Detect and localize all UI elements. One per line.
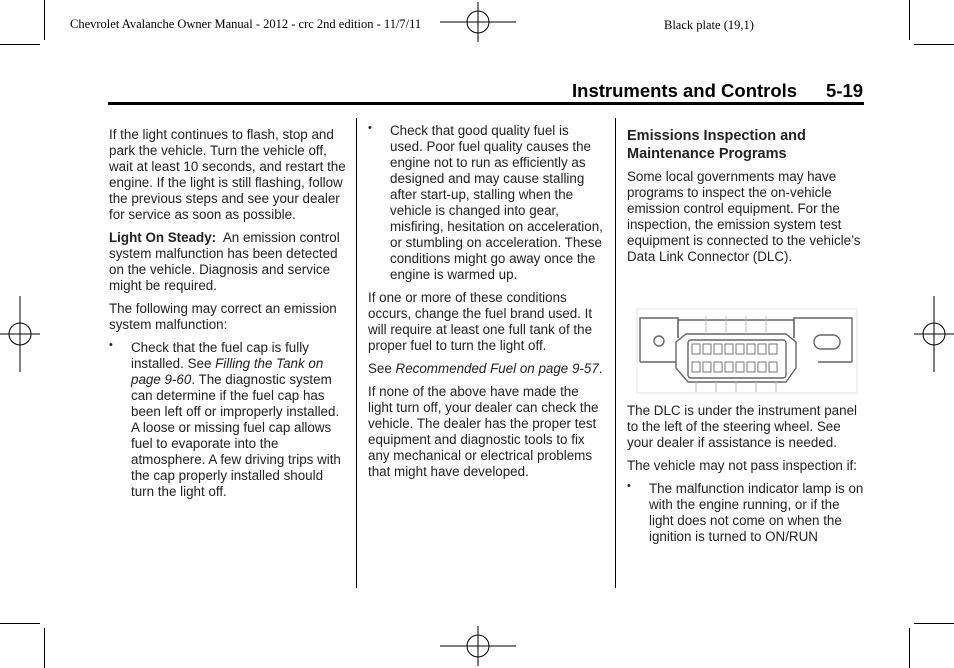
page-number: 5-19: [826, 80, 864, 101]
column-1: [109, 127, 347, 507]
paragraph: If none of the above have made the light turn off, your dealer can check the vehicle. The dealer has the proper test equipment and diagnostic tools to fix any mechanical or electrical problems that might have developed.: [368, 384, 599, 479]
bullet-text: The malfunction indicator lamp is on with the engine running, or if the light does not come on when the ignition is turned to ON/RUN: [649, 481, 864, 544]
crop-mark: [909, 0, 910, 40]
paragraph: [109, 230, 347, 294]
dlc-connector-illustration: [636, 308, 858, 394]
manual-edition-line: Chevrolet Avalanche Owner Manual - 2012 - crc 2nd edition - 11/7/11: [70, 17, 422, 31]
paragraph: [368, 361, 604, 377]
bullet-text: . The diagnostic system can determine if the fuel cap has been left off or improperly installed. A loose or missing fuel cap allows fuel to evaporate into the atmosphere. A few driving trips with the cap properly installed should turn the light off.: [131, 372, 341, 499]
crop-mark: [914, 623, 954, 624]
bullet-icon: •: [368, 122, 372, 134]
heading-rule: [108, 102, 864, 105]
paragraph: The vehicle may not pass inspection if:: [627, 458, 857, 473]
crop-mark: [44, 628, 45, 668]
see-prefix: See: [368, 361, 396, 376]
paragraph: If the light continues to flash, stop and park the vehicle. Turn the vehicle off, wait at least 10 seconds, and restart the engine. If the light is still flashing, follow the previous steps and see your dealer for service as soon as possible.: [109, 127, 346, 222]
column-divider: [356, 118, 357, 588]
bullet-icon: •: [109, 339, 113, 351]
registration-mark-icon: [440, 2, 516, 42]
list-item: [109, 340, 347, 500]
bullet-icon: •: [627, 480, 631, 492]
crop-mark: [44, 0, 45, 40]
column-2: [368, 123, 604, 487]
cross-reference-link[interactable]: Filling the Tank on page 9-60: [131, 356, 324, 387]
steady-label: Light On Steady:: [109, 230, 217, 245]
crop-mark: [0, 44, 40, 45]
crop-mark: [909, 628, 910, 668]
column-3: [627, 127, 865, 272]
see-suffix: .: [598, 361, 603, 376]
paragraph: The DLC is under the instrument panel to the left of the steering wheel. See your dealer if assistance is needed.: [627, 403, 857, 450]
paragraph: The following may correct an emission system malfunction:: [109, 301, 337, 332]
plate-label: Black plate (19,1): [664, 18, 754, 32]
cross-reference-link[interactable]: Recommended Fuel on page 9-57: [395, 361, 599, 376]
bullet-text: Check that the fuel cap is fully installed. See: [131, 340, 309, 371]
subsection-heading: Emissions Inspection and Maintenance Programs: [627, 128, 806, 162]
paragraph: If one or more of these conditions occurs, change the fuel brand used. It will require at least one full tank of the proper fuel to turn the light off.: [368, 290, 593, 353]
list-item: [627, 481, 865, 545]
paragraph: Some local governments may have programs to inspect the on-vehicle emission control equipment. For the inspection, the emission system test equipment is connected to the vehicle’s Data Link Connector (DLC).: [627, 169, 861, 264]
registration-mark-icon: [440, 626, 516, 666]
section-title: Instruments and Controls: [572, 80, 798, 101]
column-divider: [615, 118, 616, 588]
column-3-lower: [627, 403, 865, 552]
bullet-text: Check that good quality fuel is used. Poor fuel quality causes the engine not to run as efficiently as designed and may cause stalling after start-up, stalling when the vehicle is changed into gear, misfiring, hesitation on acceleration, or stumbling on acceleration. These conditions might go away once the engine is warmed up.: [390, 123, 603, 282]
list-item: [368, 123, 604, 283]
crop-mark: [0, 623, 40, 624]
registration-mark-icon: [914, 296, 954, 372]
registration-mark-icon: [0, 296, 40, 372]
crop-mark: [914, 44, 954, 45]
steady-text: An emission control system malfunction has been detected on the vehicle. Diagnosis and service might be required.: [109, 230, 340, 293]
